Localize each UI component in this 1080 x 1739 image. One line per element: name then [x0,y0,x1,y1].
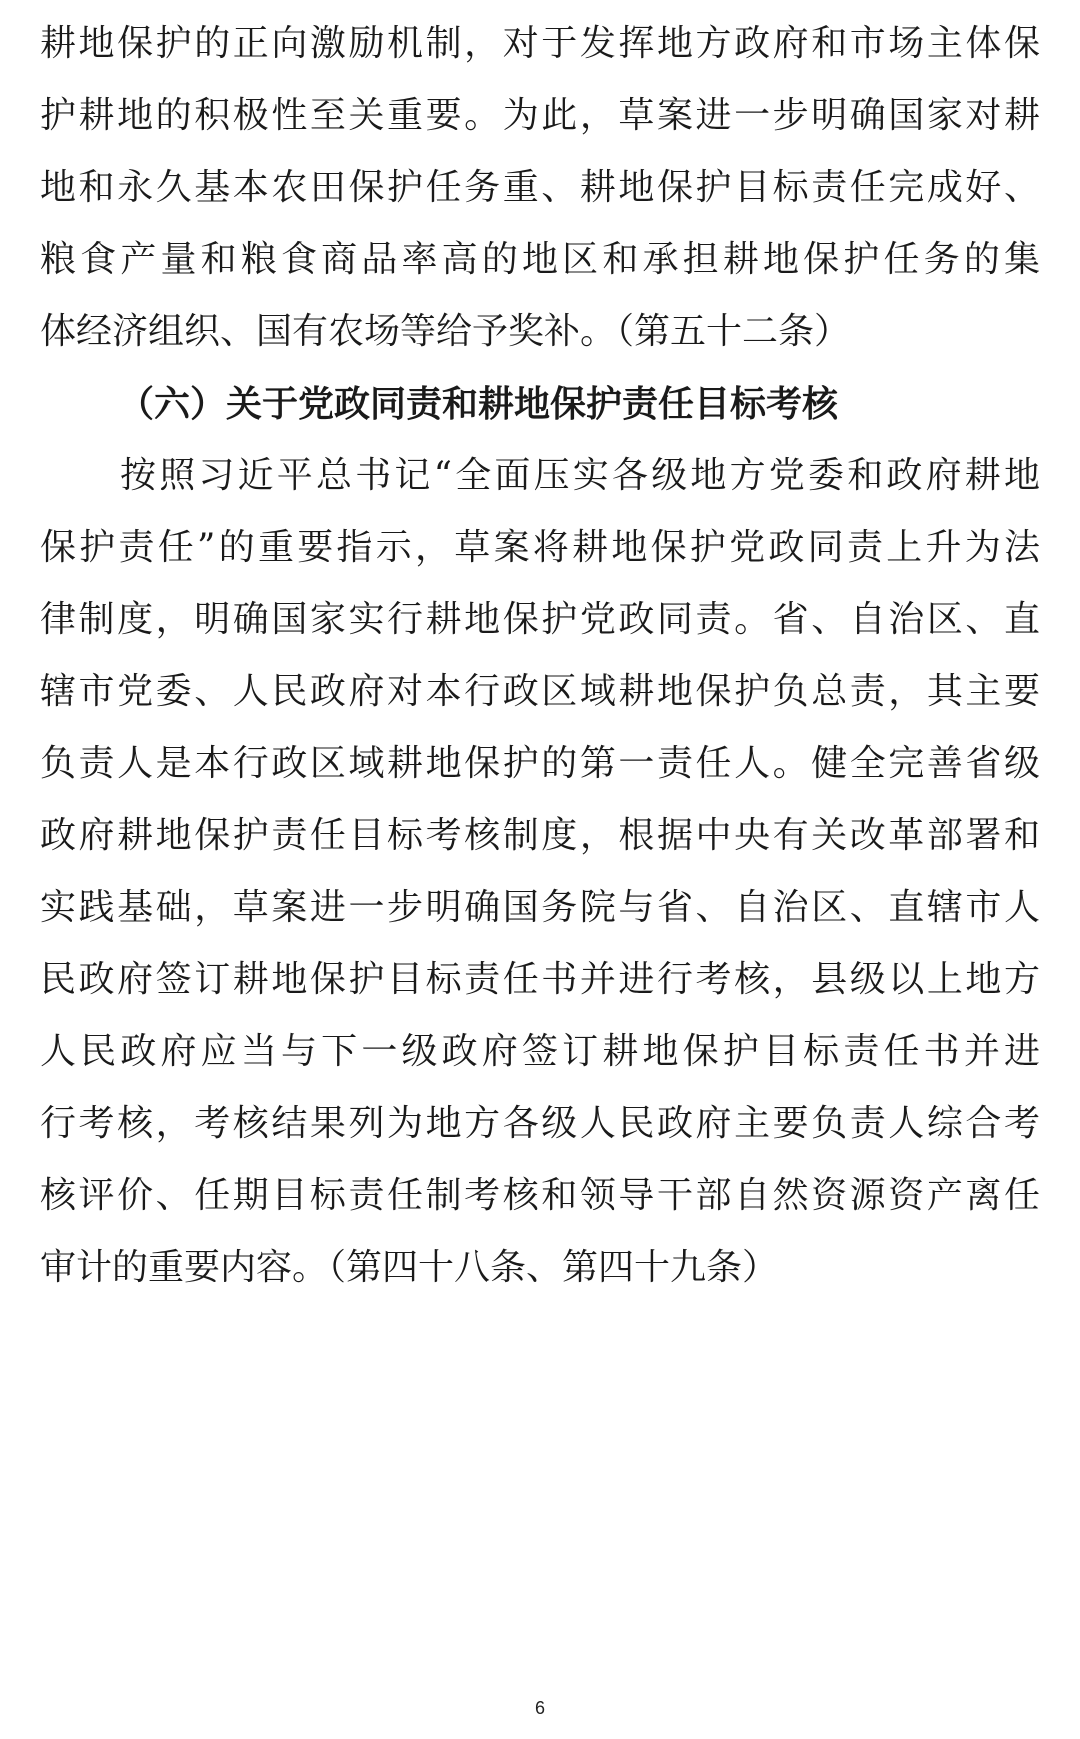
text-line: 地和永久基本农田保护任务重、耕地保护目标责任完成好、 [40,167,1040,208]
text-line: 保护责任”的重要指示，草案将耕地保护党政同责上升为法 [40,527,1040,568]
section-heading: （六）关于党政同责和耕地保护责任目标考核 [118,383,839,425]
text-line: 按照习近平总书记“全面压实各级地方党委和政府耕地 [120,455,1040,496]
text-line: 粮食产量和粮食商品率高的地区和承担耕地保护任务的集 [40,239,1040,280]
text-line: 耕地保护的正向激励机制，对于发挥地方政府和市场主体保 [40,23,1040,64]
text-line: 审计的重要内容。（第四十八条、第四十九条） [40,1247,779,1288]
text-line: 人民政府应当与下一级政府签订耕地保护目标责任书并进 [40,1031,1040,1072]
page-number: 6 [534,1698,545,1718]
text-line: 辖市党委、人民政府对本行政区域耕地保护负总责，其主要 [40,671,1040,712]
text-line: 律制度，明确国家实行耕地保护党政同责。省、自治区、直 [40,599,1040,640]
text-line: 核评价、任期目标责任制考核和领导干部自然资源资产离任 [40,1175,1040,1216]
text-line: 护耕地的积极性至关重要。为此，草案进一步明确国家对耕 [40,95,1040,136]
document-body [40,8,1040,1304]
text-line: 负责人是本行政区域耕地保护的第一责任人。健全完善省级 [40,743,1040,784]
text-line: 民政府签订耕地保护目标责任书并进行考核，县级以上地方 [40,959,1040,1000]
text-line: 行考核，考核结果列为地方各级人民政府主要负责人综合考 [40,1103,1040,1144]
text-line: 实践基础，草案进一步明确国务院与省、自治区、直辖市人 [40,887,1040,928]
paragraph-2 [40,440,1040,1304]
paragraph-1 [40,8,1040,368]
text-line: 政府耕地保护责任目标考核制度，根据中央有关改革部署和 [40,815,1040,856]
text-line: 体经济组织、国有农场等给予奖补。（第五十二条） [40,311,851,352]
